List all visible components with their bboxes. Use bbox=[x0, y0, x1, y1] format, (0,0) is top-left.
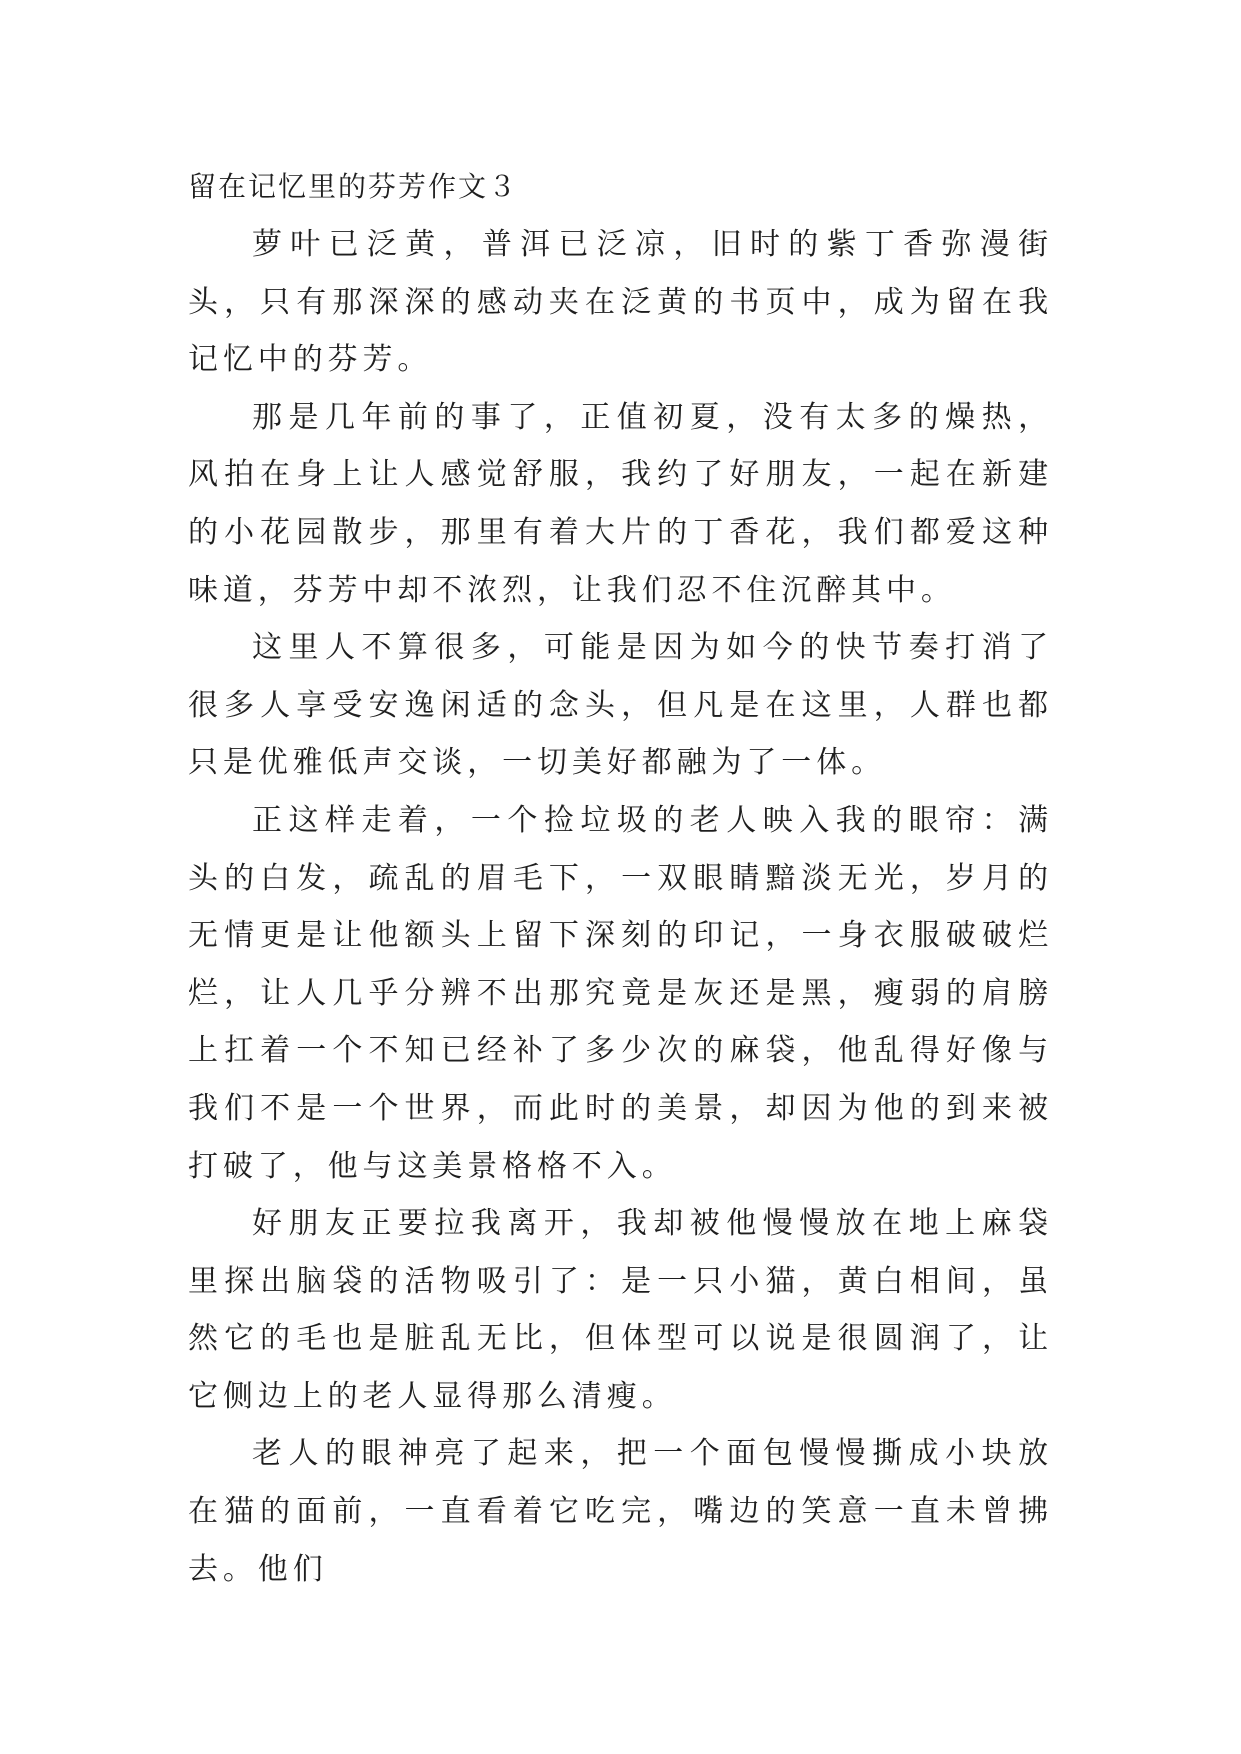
document-title: 留在记忆里的芬芳作文３ bbox=[188, 170, 519, 203]
paragraph-1: 萝叶已泛黄，普洱已泛凉，旧时的紫丁香弥漫街头，只有那深深的感动夹在泛黄的书页中，成为留在我记忆中的芬芳。 bbox=[188, 227, 1053, 378]
paragraph-5: 好朋友正要拉我离开，我却被他慢慢放在地上麻袋里探出脑袋的活物吸引了：是一只小猫，黄白相间，虽然它的毛也是脏乱无比，但体型可以说是很圆润了，让它侧边上的老人显得那么清瘦。 bbox=[188, 1206, 1053, 1414]
document-body bbox=[188, 162, 1053, 1598]
paragraph-6: 老人的眼神亮了起来，把一个面包慢慢撕成小块放在猫的面前，一直看着它吃完，嘴边的笑意一直未曾拂去。他们 bbox=[188, 1436, 1053, 1587]
paragraph-4: 正这样走着，一个捡垃圾的老人映入我的眼帘：满头的白发，疏乱的眉毛下，一双眼睛黯淡无光，岁月的无情更是让他额头上留下深刻的印记，一身衣服破破烂烂，让人几乎分辨不出那究竟是灰还是黑，瘦弱的肩膀上扛着一个不知已经补了多少次的麻袋，他乱得好像与我们不是一个世界，而此时的美景，却因为他的到来被打破了，他与这美景格格不入。 bbox=[188, 802, 1053, 1184]
paragraph-2: 那是几年前的事了，正值初夏，没有太多的燥热，风拍在身上让人感觉舒服，我约了好朋友，一起在新建的小花园散步，那里有着大片的丁香花，我们都爱这种味道，芬芳中却不浓烈，让我们忍不住沉醉其中。 bbox=[188, 399, 1053, 608]
paragraph-3: 这里人不算很多，可能是因为如今的快节奏打消了很多人享受安逸闲适的念头，但凡是在这里，人群也都只是优雅低声交谈，一切美好都融为了一体。 bbox=[188, 630, 1053, 781]
